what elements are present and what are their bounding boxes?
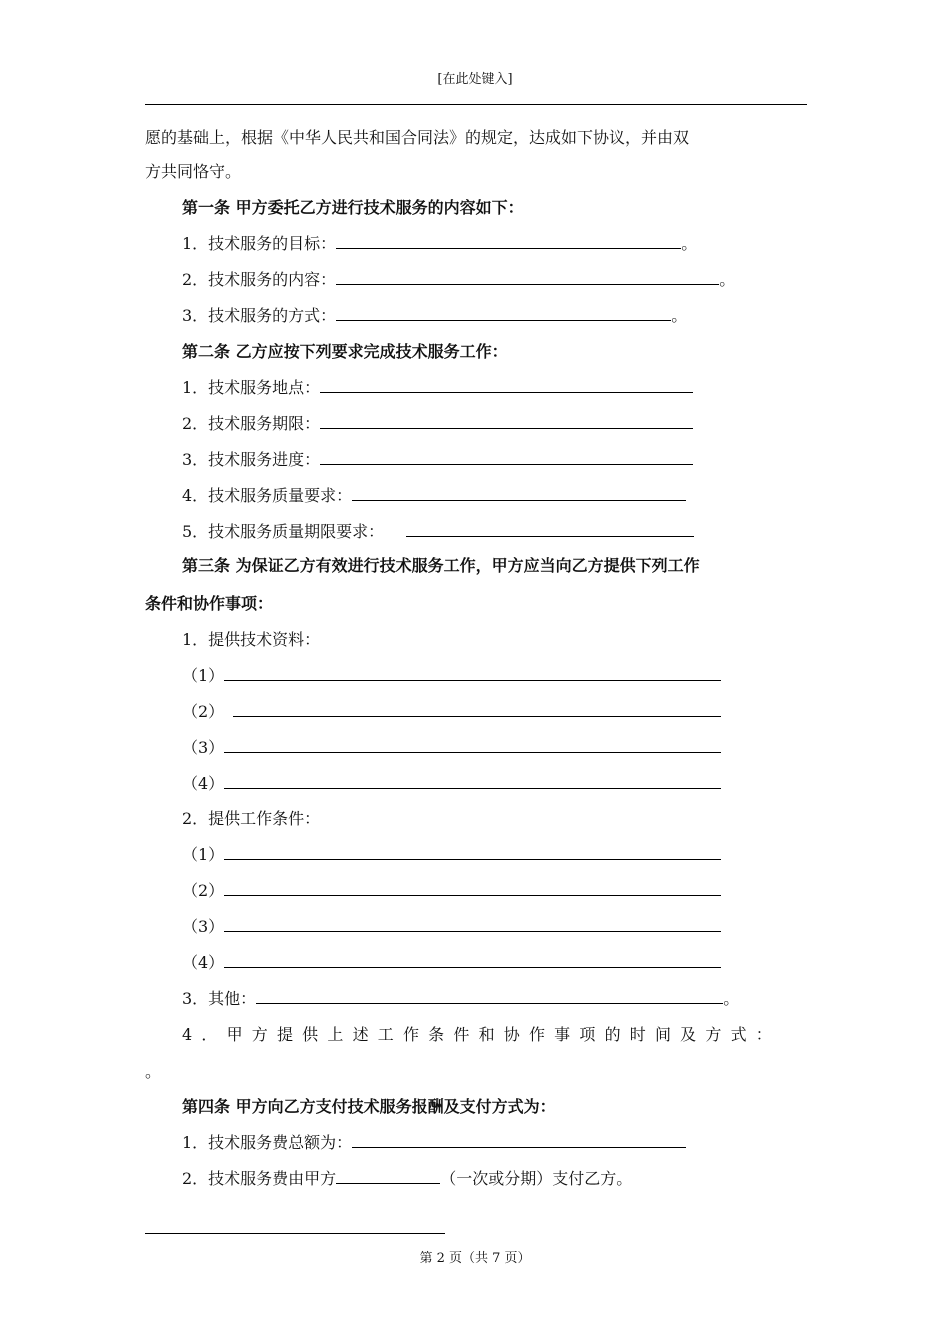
article-3-sub-2: 2．提供工作条件： [182,809,321,828]
row-number: （4） [182,774,225,793]
fill-blank[interactable] [352,486,686,501]
header-rule [145,104,807,105]
article-1-item-1 [182,234,697,254]
article-4-item-2 [182,1169,632,1189]
fill-blank[interactable] [224,881,721,896]
fill-blank[interactable] [336,234,681,249]
item-suffix: （一次或分期）支付乙方。 [440,1169,633,1188]
item-label: 3．技术服务进度： [182,450,321,469]
article-3-item-4-end: 。 [145,1062,162,1081]
fill-blank[interactable] [224,953,721,968]
item-label: 1．技术服务的目标： [182,234,337,253]
article-4-title: 第四条 甲方向乙方支付技术服务报酬及支付方式为： [182,1097,556,1116]
item-label: 4．技术服务质量要求： [182,486,353,505]
article-2-item-1 [182,378,693,398]
item-end: 。 [723,989,740,1008]
article-3-sub-2-row-4 [182,953,721,973]
article-2-item-5 [182,522,694,542]
article-3-sub-1-row-1 [182,666,721,686]
item-label: 1．技术服务费总额为： [182,1133,353,1152]
article-2-item-3 [182,450,693,470]
article-1-item-3 [182,306,687,326]
page-header: [在此处键入] [437,72,513,87]
article-3-sub-1-row-3 [182,738,721,758]
fill-blank[interactable] [224,845,721,860]
article-3-sub-1-row-4 [182,774,721,794]
item-label: 1．技术服务地点： [182,378,321,397]
fill-blank[interactable] [352,1133,686,1148]
item-end: 。 [719,270,736,289]
fill-blank[interactable] [406,522,694,537]
fill-blank[interactable] [224,666,721,681]
page-footer: 第 2 页（共 7 页） [419,1251,531,1266]
row-number: （2） [182,881,225,900]
fill-blank[interactable] [336,270,719,285]
footnote-rule [145,1233,445,1234]
item-label: 2．技术服务费由甲方 [182,1169,337,1188]
article-1-item-2 [182,270,735,290]
article-2-item-4 [182,486,686,506]
row-number: （1） [182,666,225,685]
row-number: （3） [182,738,225,757]
item-end: 。 [671,306,688,325]
fill-blank[interactable] [336,306,671,321]
fill-blank[interactable] [320,414,693,429]
article-3-other [182,989,739,1009]
row-number: （1） [182,845,225,864]
fill-blank[interactable] [224,917,721,932]
fill-blank[interactable] [256,989,723,1004]
article-3-sub-1-row-2 [182,702,721,722]
fill-blank[interactable] [336,1169,440,1184]
row-number: （2） [182,702,225,721]
article-3-sub-2-row-3 [182,917,721,937]
item-label: 3．其他： [182,989,257,1008]
article-2-item-2 [182,414,693,434]
article-3-sub-2-row-1 [182,845,721,865]
intro-line-2: 方共同恪守。 [145,162,242,181]
row-number: （4） [182,953,225,972]
article-3-title-line-2: 条件和协作事项： [145,594,274,613]
article-3-title-line-1: 第三条 为保证乙方有效进行技术服务工作，甲方应当向乙方提供下列工作 [182,556,700,575]
item-label: 2．技术服务的内容： [182,270,337,289]
item-label: 5．技术服务质量期限要求： [182,522,385,541]
article-2-title: 第二条 乙方应按下列要求完成技术服务工作： [182,342,508,361]
item-end: 。 [681,234,698,253]
fill-blank[interactable] [224,738,721,753]
intro-line-1: 愿的基础上，根据《中华人民共和国合同法》的规定，达成如下协议，并由双 [145,128,690,147]
article-3-sub-2-row-2 [182,881,721,901]
fill-blank[interactable] [224,774,721,789]
row-number: （3） [182,917,225,936]
article-3-item-4: 4．甲方提供上述工作条件和协作事项的时间及方式： [182,1025,781,1044]
article-3-sub-1: 1．提供技术资料： [182,630,321,649]
item-label: 3．技术服务的方式： [182,306,337,325]
fill-blank[interactable] [233,702,721,717]
article-4-item-1 [182,1133,686,1153]
fill-blank[interactable] [320,378,693,393]
article-1-title: 第一条 甲方委托乙方进行技术服务的内容如下： [182,198,524,217]
item-label: 2．技术服务期限： [182,414,321,433]
fill-blank[interactable] [320,450,693,465]
